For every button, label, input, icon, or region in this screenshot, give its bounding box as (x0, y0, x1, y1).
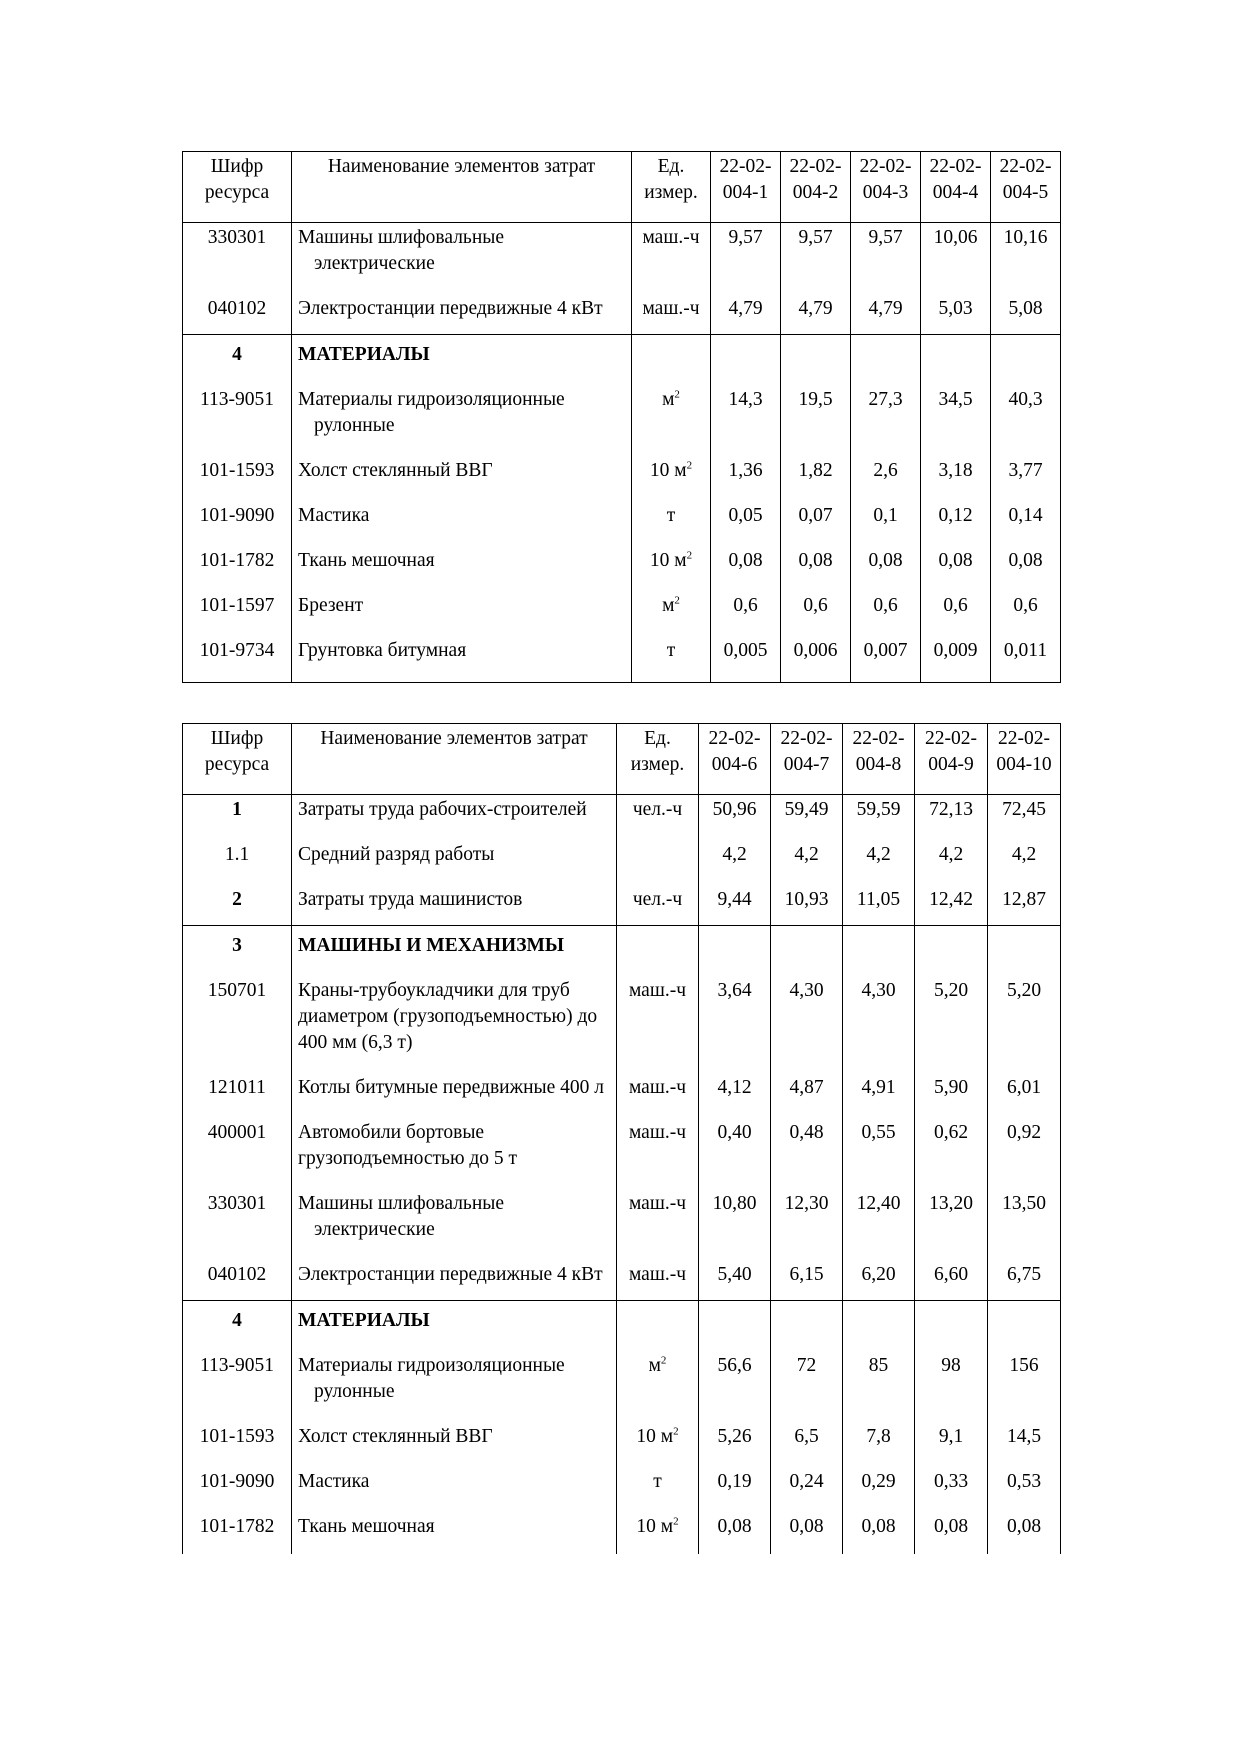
unit-of-measure: маш.-ч (632, 289, 711, 335)
unit-of-measure (617, 1346, 699, 1417)
unit-of-measure: маш.-ч (617, 1184, 699, 1255)
rate-value: 0,29 (843, 1462, 915, 1507)
rate-value: 0,6 (921, 586, 991, 631)
resource-code: 101-9734 (183, 631, 292, 683)
header-rate-column: 22-02-004-1 (711, 152, 781, 223)
rate-value: 0,08 (991, 541, 1061, 586)
unit-of-measure: маш.-ч (617, 1255, 699, 1301)
rate-value: 0,011 (991, 631, 1061, 683)
resource-name: Ткань мешочная (292, 1507, 617, 1554)
resource-code: 1 (183, 795, 292, 836)
rate-value (771, 926, 843, 972)
rate-value: 13,50 (988, 1184, 1061, 1255)
unit-of-measure: т (632, 496, 711, 541)
resource-name: Электростанции передвижные 4 кВт (292, 1255, 617, 1301)
rate-value (781, 335, 851, 381)
rate-value: 0,08 (851, 541, 921, 586)
rate-value: 5,20 (915, 971, 988, 1068)
unit-of-measure (617, 835, 699, 880)
table-header-row (183, 152, 1061, 223)
resource-code: 040102 (183, 289, 292, 335)
rate-value: 0,92 (988, 1113, 1061, 1184)
rate-value: 0,07 (781, 496, 851, 541)
unit-of-measure: маш.-ч (617, 1068, 699, 1113)
rate-value (988, 926, 1061, 972)
header-resource-code: Шифр ресурса (183, 152, 292, 223)
rate-value: 9,57 (781, 223, 851, 290)
rate-value: 0,6 (781, 586, 851, 631)
resource-name: Холст стеклянный ВВГ (292, 451, 632, 496)
table-row (183, 1507, 1061, 1554)
unit-text: 10 м (636, 1516, 674, 1537)
table-row (183, 223, 1061, 290)
rate-value: 1,82 (781, 451, 851, 496)
header-rate-column: 22-02-004-9 (915, 724, 988, 795)
unit-exponent: 2 (673, 1515, 679, 1528)
resource-name: Материалы гидроизоляционные рулонные (292, 380, 632, 451)
table-row (183, 541, 1061, 586)
resource-name: Электростанции передвижные 4 кВт (292, 289, 632, 335)
unit-of-measure (617, 1301, 699, 1347)
unit-of-measure: маш.-ч (617, 971, 699, 1068)
rate-value: 3,18 (921, 451, 991, 496)
rate-value: 5,03 (921, 289, 991, 335)
table-header-row (183, 724, 1061, 795)
rate-value: 9,44 (699, 880, 771, 926)
table-row (183, 795, 1061, 836)
table-row (183, 880, 1061, 926)
rate-value: 9,1 (915, 1417, 988, 1462)
rate-value: 0,005 (711, 631, 781, 683)
rate-value: 3,77 (991, 451, 1061, 496)
table-row (183, 835, 1061, 880)
header-rate-column: 22-02-004-10 (988, 724, 1061, 795)
rate-value: 50,96 (699, 795, 771, 836)
rate-value (991, 335, 1061, 381)
rate-value: 0,08 (711, 541, 781, 586)
rate-value: 0,53 (988, 1462, 1061, 1507)
unit-of-measure: маш.-ч (617, 1113, 699, 1184)
unit-text: м (662, 595, 675, 616)
unit-exponent: 2 (686, 549, 693, 562)
rate-value: 40,3 (991, 380, 1061, 451)
table-row (183, 1068, 1061, 1113)
rate-value: 0,1 (851, 496, 921, 541)
resource-code: 101-1782 (183, 1507, 292, 1554)
table-row (183, 971, 1061, 1068)
rate-value: 0,33 (915, 1462, 988, 1507)
resource-code: 330301 (183, 223, 292, 290)
rate-value: 5,40 (699, 1255, 771, 1301)
rate-value: 10,80 (699, 1184, 771, 1255)
rate-value: 5,26 (699, 1417, 771, 1462)
header-cost-element-name: Наименование элементов затрат (292, 724, 617, 795)
resource-code: 101-1597 (183, 586, 292, 631)
table-row (183, 1184, 1061, 1255)
rate-value: 0,14 (991, 496, 1061, 541)
unit-of-measure (617, 1417, 699, 1462)
rate-value: 6,20 (843, 1255, 915, 1301)
unit-text: 10 м (636, 1426, 674, 1447)
rate-value: 9,57 (711, 223, 781, 290)
unit-exponent: 2 (673, 1425, 679, 1438)
unit-text: 10 м (649, 550, 687, 571)
rate-value: 12,30 (771, 1184, 843, 1255)
rate-value: 0,6 (991, 586, 1061, 631)
rate-value: 0,08 (921, 541, 991, 586)
resource-name: Ткань мешочная (292, 541, 632, 586)
resource-name: Средний разряд работы (292, 835, 617, 880)
rate-value: 6,60 (915, 1255, 988, 1301)
table-row (183, 631, 1061, 683)
resource-name: Мастика (292, 496, 632, 541)
rate-value (851, 335, 921, 381)
rate-value: 4,79 (851, 289, 921, 335)
rate-value: 13,20 (915, 1184, 988, 1255)
rate-value: 0,62 (915, 1113, 988, 1184)
rate-value: 4,30 (843, 971, 915, 1068)
table-row (183, 380, 1061, 451)
section-number: 4 (183, 335, 292, 381)
rate-value: 2,6 (851, 451, 921, 496)
rate-value: 10,93 (771, 880, 843, 926)
header-cost-element-name: Наименование элементов затрат (292, 152, 632, 223)
resource-code: 113-9051 (183, 1346, 292, 1417)
section-title: МАТЕРИАЛЫ (292, 1301, 617, 1347)
rate-value (699, 926, 771, 972)
rate-value: 59,49 (771, 795, 843, 836)
rate-value: 14,5 (988, 1417, 1061, 1462)
rate-value: 0,6 (851, 586, 921, 631)
rate-value: 0,009 (921, 631, 991, 683)
header-rate-column: 22-02-004-8 (843, 724, 915, 795)
rate-value (699, 1301, 771, 1347)
unit-of-measure (632, 541, 711, 586)
rate-value: 72,45 (988, 795, 1061, 836)
unit-of-measure (632, 335, 711, 381)
resource-code: 1.1 (183, 835, 292, 880)
resource-name: Материалы гидроизоляционные рулонные (292, 1346, 617, 1417)
table-row (183, 1462, 1061, 1507)
resource-name: Грунтовка битумная (292, 631, 632, 683)
section-title: МАТЕРИАЛЫ (292, 335, 632, 381)
resource-name: Машины шлифовальные электрические (292, 1184, 617, 1255)
table-row (183, 496, 1061, 541)
rate-value: 0,05 (711, 496, 781, 541)
unit-of-measure: т (617, 1462, 699, 1507)
rate-value: 11,05 (843, 880, 915, 926)
rate-value: 56,6 (699, 1346, 771, 1417)
rate-value (921, 335, 991, 381)
rate-value: 1,36 (711, 451, 781, 496)
rate-value: 6,5 (771, 1417, 843, 1462)
unit-of-measure (632, 380, 711, 451)
rate-value: 0,08 (699, 1507, 771, 1554)
rate-value: 12,42 (915, 880, 988, 926)
resource-code: 330301 (183, 1184, 292, 1255)
rate-value: 72,13 (915, 795, 988, 836)
rate-value: 34,5 (921, 380, 991, 451)
header-unit: Ед. измер. (617, 724, 699, 795)
resource-name: Котлы битумные передвижные 400 л (292, 1068, 617, 1113)
rate-value: 4,2 (771, 835, 843, 880)
rate-value: 5,90 (915, 1068, 988, 1113)
rate-value: 0,08 (843, 1507, 915, 1554)
unit-of-measure (632, 451, 711, 496)
rate-value: 0,006 (781, 631, 851, 683)
rate-value: 6,01 (988, 1068, 1061, 1113)
rate-value: 0,12 (921, 496, 991, 541)
rate-value: 5,08 (991, 289, 1061, 335)
rate-value: 7,8 (843, 1417, 915, 1462)
unit-of-measure (617, 926, 699, 972)
rate-value: 156 (988, 1346, 1061, 1417)
resource-code: 040102 (183, 1255, 292, 1301)
rate-value: 4,87 (771, 1068, 843, 1113)
table-row (183, 1255, 1061, 1301)
section-header-row (183, 926, 1061, 972)
rate-value: 14,3 (711, 380, 781, 451)
rate-value: 0,08 (915, 1507, 988, 1554)
rate-value: 0,24 (771, 1462, 843, 1507)
rate-value: 0,19 (699, 1462, 771, 1507)
table-row (183, 1113, 1061, 1184)
rate-value: 0,6 (711, 586, 781, 631)
header-rate-column: 22-02-004-6 (699, 724, 771, 795)
rate-value: 4,30 (771, 971, 843, 1068)
resource-name: Затраты труда машинистов (292, 880, 617, 926)
resource-table-2 (182, 723, 1061, 1554)
rate-value: 4,91 (843, 1068, 915, 1113)
resource-name: Автомобили бортовые грузоподъемностью до 5 т (292, 1113, 617, 1184)
rate-value: 19,5 (781, 380, 851, 451)
rate-value: 4,2 (915, 835, 988, 880)
rate-value (771, 1301, 843, 1347)
rate-value: 12,87 (988, 880, 1061, 926)
rate-value: 0,40 (699, 1113, 771, 1184)
rate-value: 98 (915, 1346, 988, 1417)
rate-value: 0,08 (988, 1507, 1061, 1554)
header-rate-column: 22-02-004-4 (921, 152, 991, 223)
section-header-row (183, 1301, 1061, 1347)
unit-of-measure: чел.-ч (617, 795, 699, 836)
header-rate-column: 22-02-004-7 (771, 724, 843, 795)
table-row (183, 1417, 1061, 1462)
rate-value (988, 1301, 1061, 1347)
rate-value (711, 335, 781, 381)
resource-code: 101-9090 (183, 496, 292, 541)
resource-code: 150701 (183, 971, 292, 1068)
resource-code: 101-1782 (183, 541, 292, 586)
header-unit: Ед. измер. (632, 152, 711, 223)
resource-code: 101-1593 (183, 451, 292, 496)
rate-value: 3,64 (699, 971, 771, 1068)
unit-of-measure: чел.-ч (617, 880, 699, 926)
rate-value: 0,08 (781, 541, 851, 586)
unit-exponent: 2 (660, 1354, 667, 1367)
resource-name: Мастика (292, 1462, 617, 1507)
section-title: МАШИНЫ И МЕХАНИЗМЫ (292, 926, 617, 972)
table-row (183, 1346, 1061, 1417)
section-header-row (183, 335, 1061, 381)
resource-name: Брезент (292, 586, 632, 631)
resource-name: Машины шлифовальные электрические (292, 223, 632, 290)
resource-code: 400001 (183, 1113, 292, 1184)
rate-value (915, 1301, 988, 1347)
header-rate-column: 22-02-004-3 (851, 152, 921, 223)
rate-value: 0,48 (771, 1113, 843, 1184)
rate-value (843, 926, 915, 972)
rate-value (843, 1301, 915, 1347)
resource-code: 101-1593 (183, 1417, 292, 1462)
rate-value: 4,79 (711, 289, 781, 335)
unit-exponent: 2 (674, 388, 680, 401)
unit-of-measure (617, 1507, 699, 1554)
rate-value: 59,59 (843, 795, 915, 836)
rate-value: 85 (843, 1346, 915, 1417)
rate-value: 6,15 (771, 1255, 843, 1301)
rate-value: 6,75 (988, 1255, 1061, 1301)
header-rate-column: 22-02-004-2 (781, 152, 851, 223)
resource-code: 121011 (183, 1068, 292, 1113)
rate-value: 0,08 (771, 1507, 843, 1554)
resource-name: Затраты труда рабочих-строителей (292, 795, 617, 836)
rate-value: 10,16 (991, 223, 1061, 290)
resource-name: Холст стеклянный ВВГ (292, 1417, 617, 1462)
table-row (183, 289, 1061, 335)
rate-value: 0,007 (851, 631, 921, 683)
unit-of-measure: маш.-ч (632, 223, 711, 290)
rate-value: 4,79 (781, 289, 851, 335)
unit-text: м (648, 1355, 661, 1376)
rate-value: 12,40 (843, 1184, 915, 1255)
unit-exponent: 2 (674, 594, 680, 607)
resource-code: 101-9090 (183, 1462, 292, 1507)
rate-value: 10,06 (921, 223, 991, 290)
header-resource-code: Шифр ресурса (183, 724, 292, 795)
rate-value: 72 (771, 1346, 843, 1417)
unit-of-measure: т (632, 631, 711, 683)
rate-value: 0,55 (843, 1113, 915, 1184)
table-row (183, 586, 1061, 631)
section-number: 4 (183, 1301, 292, 1347)
unit-text: 10 м (649, 460, 687, 481)
resource-name: Краны-трубоукладчики для труб диаметром (грузоподъемностью) до 400 мм (6,3 т) (292, 971, 617, 1068)
table-row (183, 451, 1061, 496)
rate-value: 4,2 (843, 835, 915, 880)
unit-text: м (662, 389, 675, 410)
rate-value: 9,57 (851, 223, 921, 290)
rate-value: 4,12 (699, 1068, 771, 1113)
resource-code: 2 (183, 880, 292, 926)
resource-table-1 (182, 151, 1061, 683)
unit-of-measure (632, 586, 711, 631)
unit-exponent: 2 (686, 459, 693, 472)
section-number: 3 (183, 926, 292, 972)
resource-code: 113-9051 (183, 380, 292, 451)
rate-value: 4,2 (699, 835, 771, 880)
rate-value: 4,2 (988, 835, 1061, 880)
rate-value: 27,3 (851, 380, 921, 451)
header-rate-column: 22-02-004-5 (991, 152, 1061, 223)
rate-value: 5,20 (988, 971, 1061, 1068)
rate-value (915, 926, 988, 972)
